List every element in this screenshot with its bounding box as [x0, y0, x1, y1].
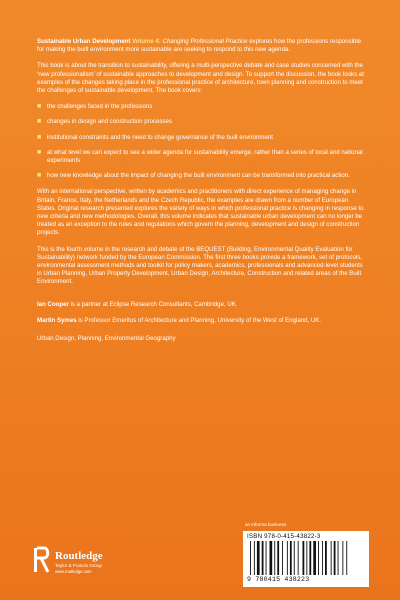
isbn-label: ISBN 978-0-415-43822-3 — [247, 533, 321, 540]
publisher-url: www.routledge.com — [55, 569, 92, 574]
bullet-icon: ■ — [37, 103, 42, 111]
list-item: ■ institutional constraints and the need to change governance of the built environment — [37, 133, 273, 141]
barcode-icon — [247, 541, 365, 575]
author-bio: Martin Symes is Professor Emeritus of Architecture and Planning, University of the West of England, UK. — [37, 316, 322, 324]
volume-label: Volume 4: — [132, 38, 161, 45]
book-subtitle: Changing Professional Practice — [162, 38, 248, 45]
cover-footer — [0, 512, 400, 600]
bullet-icon: ■ — [37, 118, 42, 126]
list-item: ■ how new knowledge about the impact of changing the built environment can be transformed into practical action. — [37, 172, 350, 180]
bullet-icon: ■ — [37, 172, 42, 180]
subject-categories: Urban Design, Planning, Environmental Geography — [37, 335, 176, 343]
author-name: Martin Symes — [37, 316, 77, 324]
isbn-barcode-box — [243, 531, 369, 587]
routledge-emblem-icon — [33, 545, 51, 575]
informa-tagline: an informa business — [245, 522, 287, 527]
bequest-paragraph: This is the fourth volume in the research and debate of the BEQUEST (Building, Environmental Quality Evaluation for Sustainability) network funded by the European Commission. The first three books provide a framework, set of protocols, environmental assessment methods and toolkit for policy makers, academics, professionals and advanced-level students in Urban Planning, Urban Property Development, Urban Design, Architecture, Construction and related areas of the Built Environment. — [37, 245, 363, 286]
description-paragraph: This book is about the transition to sustainability, offering a multi-perspective debate and case studies concerned with the ‘new professionalism’ of sustainable approaches to development and design. To support the discussion, the book looks at examples of the changes taking place in the professional practice of architecture, town planning and construction to meet the challenges of sustainable development. The book covers: — [37, 62, 364, 95]
intro-rest: explores how the professions responsible for making the built environment more sustainable are seeking to respond to this new agenda. — [37, 38, 362, 54]
topics-list — [37, 103, 367, 180]
perspective-paragraph: With an international perspective, written by academics and practitioners with direct experience of managing change in Britain, France, Italy, the Netherlands and the Czech Republic, the examples are drawn from a number of European States. Original research presented explores the variety of ways in which professional practice is changing in response to new criteria and new methodologies. Overall, this volume indicates that sustainable urban development can no longer be treated as an exception to the rules and regulations which govern the planning, development and design of construction projects. — [37, 188, 364, 237]
list-item: ■ changes in design and construction processes — [37, 118, 172, 126]
publisher-logo — [33, 545, 163, 579]
list-item: ■ the challenges faced in the professions — [37, 103, 153, 111]
intro-paragraph — [37, 38, 367, 54]
list-item: ■ at what level we can expect to see a wider agenda for sustainability emerge, rather than a series of local and national experiments — [37, 148, 363, 165]
series-title: Sustainable Urban Development — [37, 38, 131, 45]
publisher-name: Routledge — [55, 550, 103, 562]
back-cover-text — [37, 38, 367, 351]
publisher-group: Taylor & Francis Group — [55, 563, 102, 568]
bullet-icon: ■ — [37, 133, 42, 141]
barcode-digits: 9 780415 438223 — [247, 576, 310, 583]
author-bio: Ian Cooper is a partner at Eclipse Research Consultants, Cambridge, UK. — [37, 300, 238, 308]
bullet-icon: ■ — [37, 148, 42, 156]
author-name: Ian Cooper — [37, 300, 69, 308]
